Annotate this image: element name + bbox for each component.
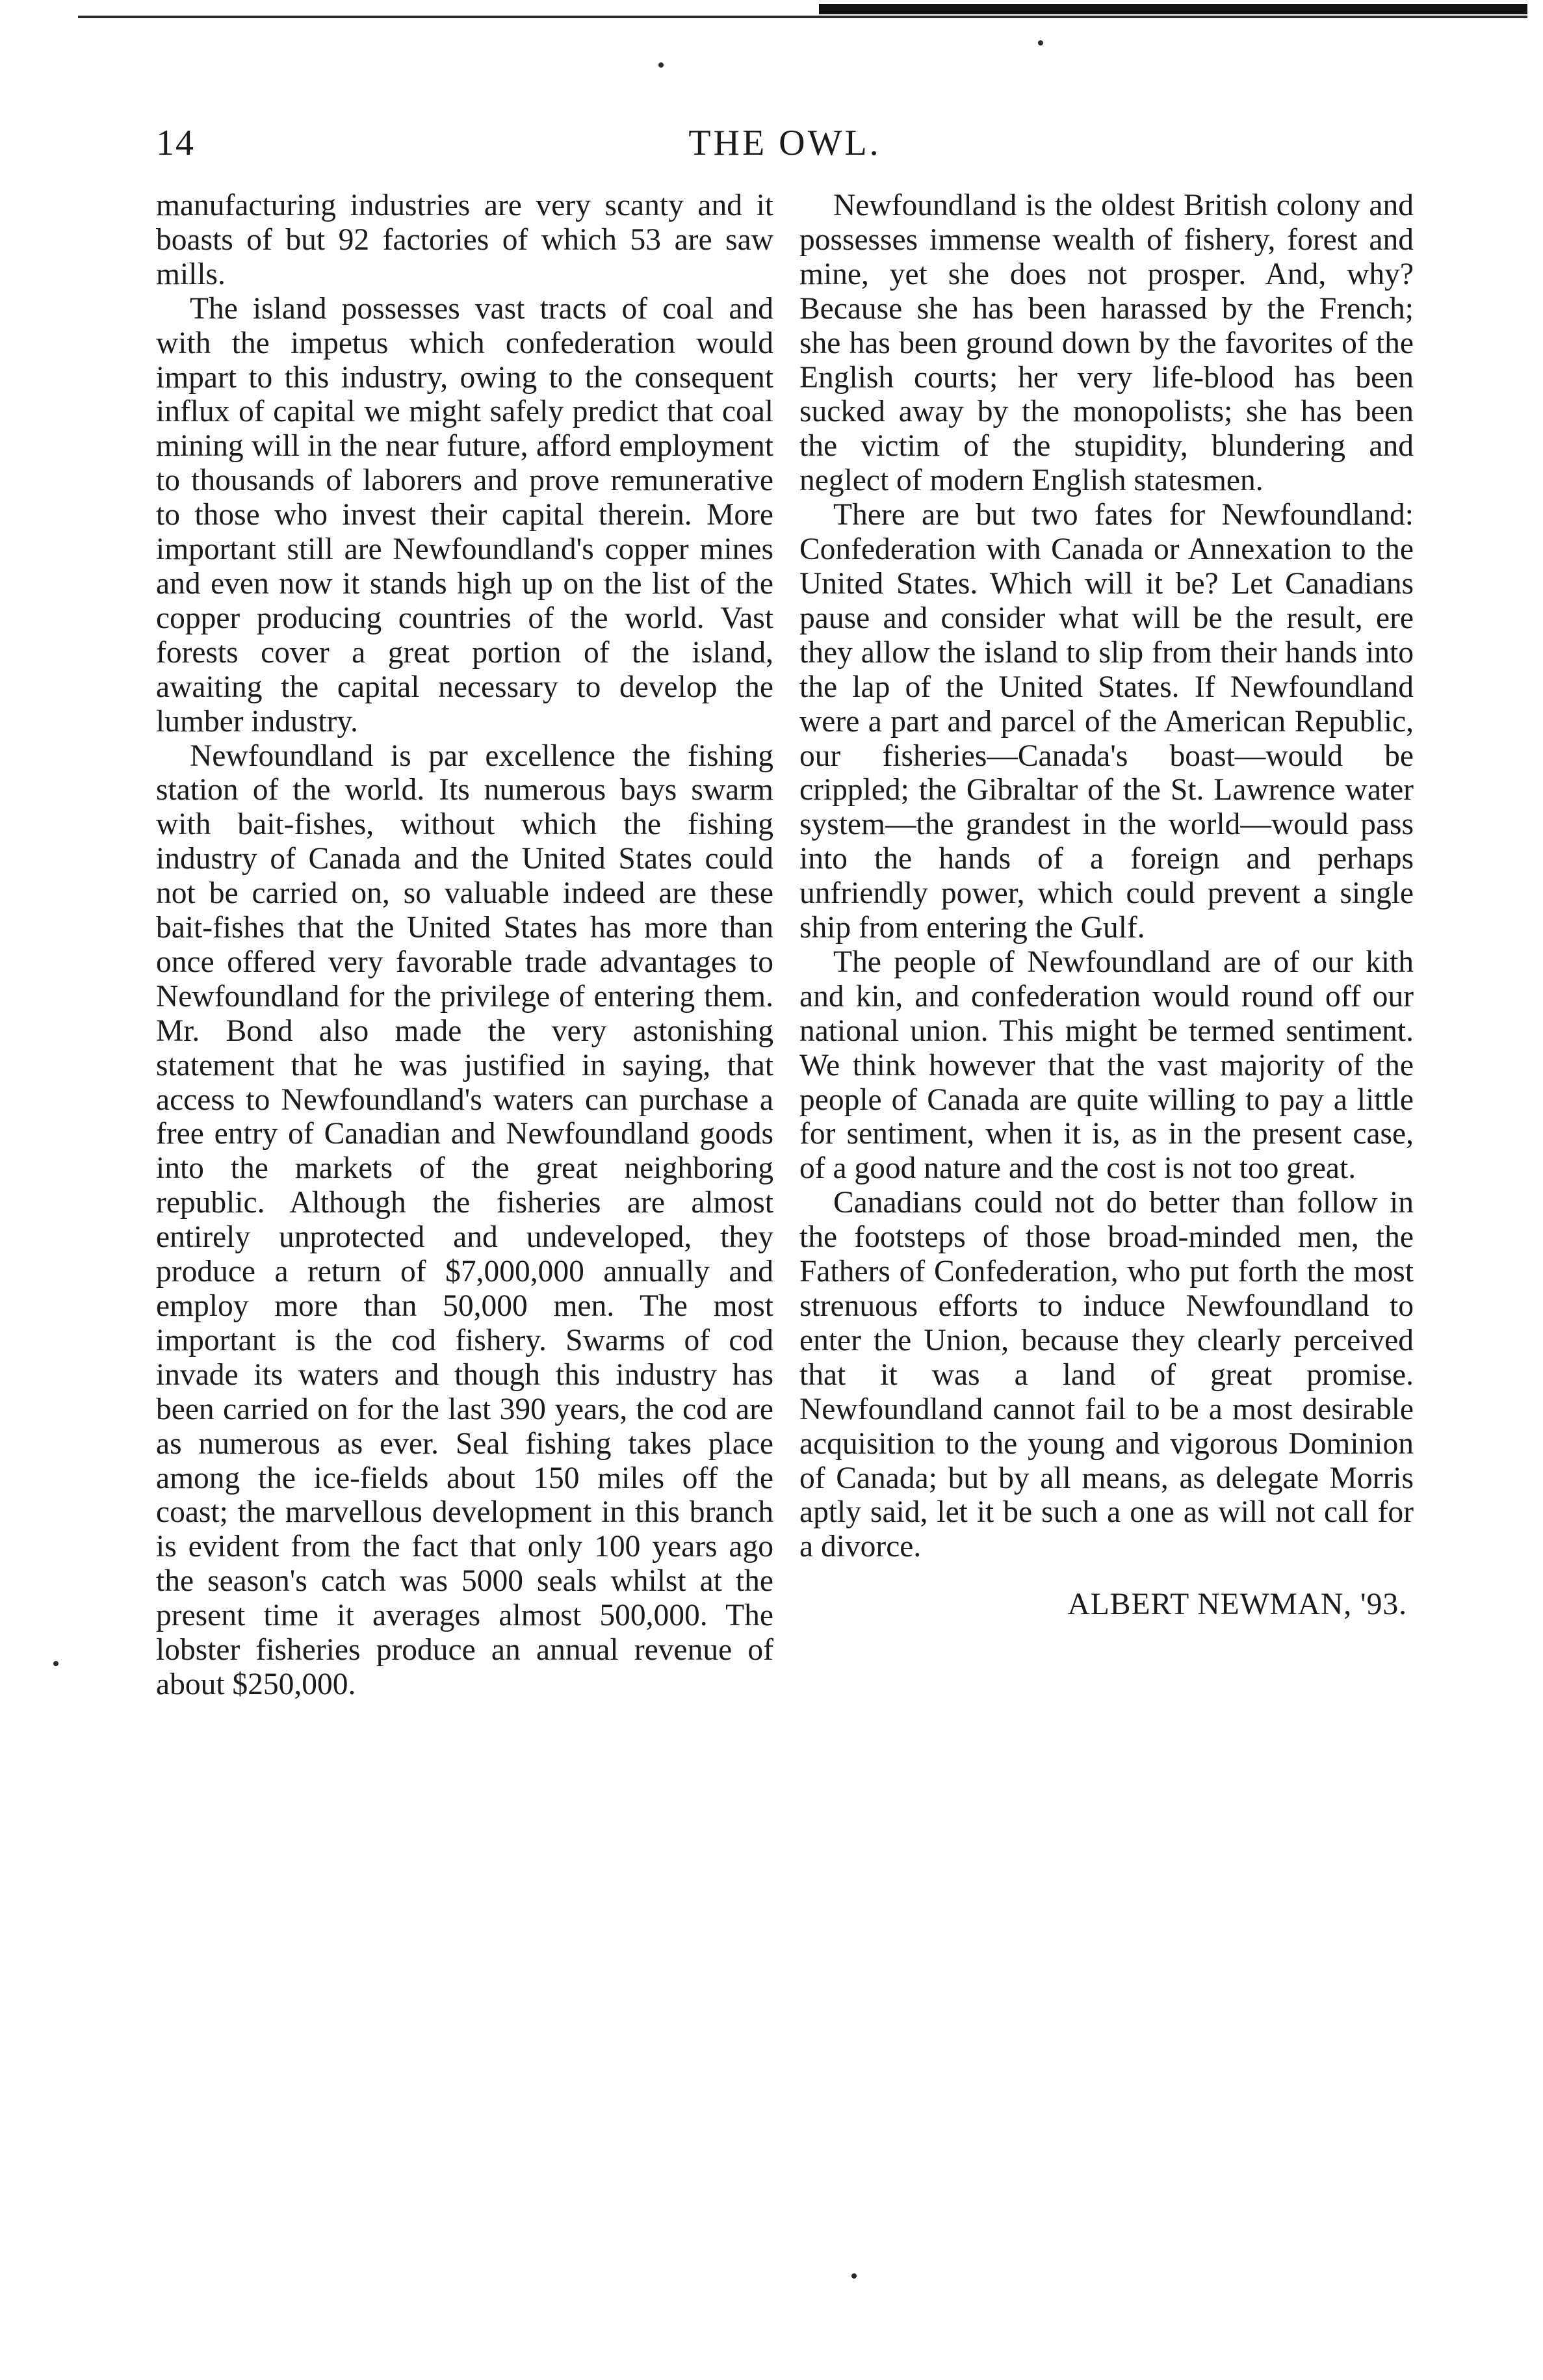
running-title: THE OWL. xyxy=(688,123,881,163)
paragraph: Newfoundland is the oldest British colony and possesses immense wealth of fishery, forest and mine, yet she does not prosper. And, why? Because she has been harassed by the French; she has been ground down by the favorites of the English courts; her very life-blood has been sucked away by the monopolists; she has been the victim of the stupidity, blundering and neglect of modern English statesmen. xyxy=(799,189,1414,498)
top-border-rule xyxy=(78,16,1527,18)
left-column xyxy=(156,189,773,1702)
top-border-heavy-rule xyxy=(819,4,1527,14)
print-speck xyxy=(53,1661,58,1666)
print-speck xyxy=(1038,40,1043,46)
paragraph: Canadians could not do better than follow in the footsteps of those broad-minded men, the Fathers of Confederation, who put forth the most strenuous efforts to induce Newfoundland to enter the Union, because they clearly perceived that it was a land of great promise. Newfoundland cannot fail to be a most desirable acquisition to the young and vigorous Dominion of Canada; but by all means, as delegate Morris aptly said, let it be such a one as will not call for a divorce. xyxy=(799,1186,1414,1564)
author-signature: ALBERT NEWMAN, '93. xyxy=(1067,1588,1407,1622)
paragraph: The people of Newfoundland are of our kith and kin, and confederation would round off our national union. This might be termed sentiment. We think however that the vast majority of the people of Canada are quite willing to pay a little for sentiment, when it is, as in the present case, of a good nature and the cost is not too great. xyxy=(799,945,1414,1186)
right-column xyxy=(799,189,1414,1622)
page-number: 14 xyxy=(156,123,195,163)
print-speck xyxy=(658,62,664,68)
paragraph: There are but two fates for Newfoundland: Confederation with Canada or Annexation to the United States. Which will it be? Let Canadians pause and consider what will be the result, ere they allow the island to slip from their hands into the lap of the United States. If Newfoundland were a part and parcel of the American Republic, our fisheries—Canada's boast—would be crippled; the Gibraltar of the St. Lawrence water system—the grandest in the world—would pass into the hands of a foreign and perhaps unfriendly power, which could prevent a single ship from entering the Gulf. xyxy=(799,498,1414,945)
paragraph: manufacturing industries are very scanty and it boasts of but 92 factories of which 53 are saw mills. xyxy=(156,189,773,291)
paragraph: The island possesses vast tracts of coal and with the impetus which confederation would impart to this industry, owing to the consequent influx of capital we might safely predict that coal mining will in the near future, afford employment to thousands of laborers and prove remunerative to those who invest their capital therein. More important still are Newfoundland's copper mines and even now it stands high up on the list of the copper producing countries of the world. Vast forests cover a great portion of the island, awaiting the capital necessary to develop the lumber industry. xyxy=(156,291,773,739)
print-speck xyxy=(851,2273,857,2279)
paragraph: Newfoundland is par excellence the fishing station of the world. Its numerous bays swarm with bait-fishes, without which the fishing industry of Canada and the United States could not be carried on, so valuable indeed are these bait-fishes that the United States has more than once offered very favorable trade advantages to Newfoundland for the privilege of entering them. Mr. Bond also made the very astonishing statement that he was justified in saying, that access to Newfoundland's waters can purchase a free entry of Canadian and Newfoundland goods into the markets of the great neighboring republic. Although the fisheries are almost entirely unprotected and undeveloped, they produce a return of $7,000,000 annually and employ more than 50,000 men. The most important is the cod fishery. Swarms of cod invade its waters and though this industry has been carried on for the last 390 years, the cod are as numerous as ever. Seal fishing takes place among the ice-fields about 150 miles off the coast; the marvellous development in this branch is evident from the fact that only 100 years ago the season's catch was 5000 seals whilst at the present time it averages almost 500,000. The lobster fisheries produce an annual revenue of about $250,000. xyxy=(156,739,773,1701)
page-header xyxy=(156,122,1414,168)
